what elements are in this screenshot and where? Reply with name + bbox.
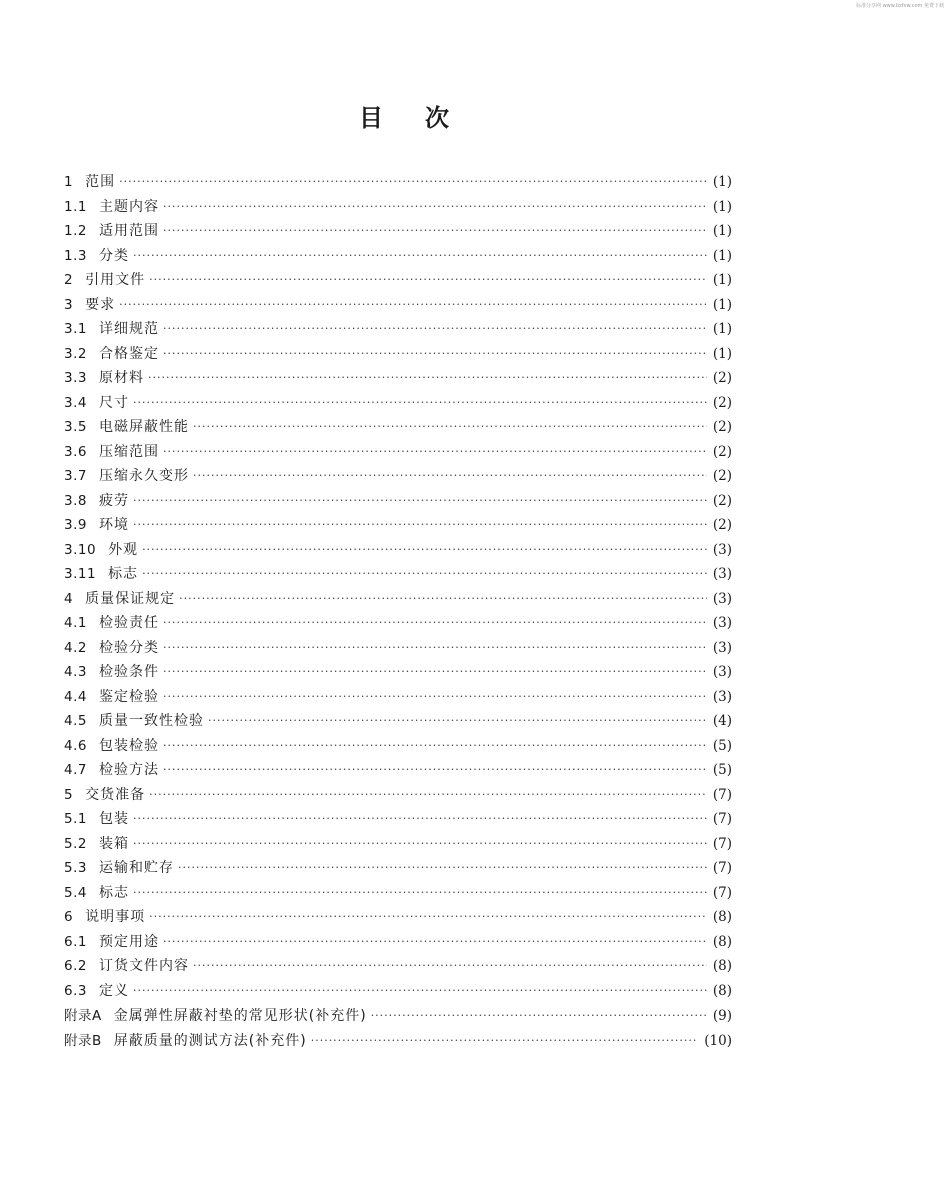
toc-leader-dots <box>133 984 707 997</box>
toc-entry-title: 预定用途 <box>98 933 159 950</box>
toc-entry-page: (2) <box>712 370 732 386</box>
toc-entry[interactable] <box>64 416 732 441</box>
toc-entry-title: 范围 <box>85 174 116 190</box>
toc-entry-title: 交货准备 <box>85 786 146 803</box>
watermark-text: 标准分享网 www.bzfxw.com 免费下载 <box>856 3 944 9</box>
toc-entry-title: 原材料 <box>98 370 144 386</box>
toc-entry[interactable] <box>64 269 732 294</box>
toc-entry-page: (5) <box>712 737 732 754</box>
toc-entry-page: (1) <box>712 321 732 337</box>
toc-entry-page: (7) <box>712 860 732 876</box>
toc-entry-page: (3) <box>712 664 732 680</box>
toc-leader-dots <box>133 886 707 899</box>
toc-leader-dots <box>133 837 707 850</box>
toc-leader-dots <box>193 959 707 972</box>
toc-entry-page: (1) <box>712 247 732 264</box>
toc-entry-page: (2) <box>712 492 732 509</box>
toc-entry-number: 3 <box>64 296 74 313</box>
toc-leader-dots <box>163 690 707 703</box>
toc-entry-title: 检验条件 <box>98 664 159 680</box>
toc-entry-number: 4.7 <box>64 762 87 778</box>
toc-entry[interactable] <box>64 392 732 417</box>
toc-entry[interactable] <box>64 686 732 711</box>
toc-entry-number: 4.4 <box>64 688 87 705</box>
toc-entry-title: 疲劳 <box>98 492 129 509</box>
toc-leader-dots <box>149 910 707 923</box>
toc-entry-page: (2) <box>712 419 732 435</box>
toc-entry-title: 外观 <box>108 541 139 558</box>
toc-entry-title: 压缩永久变形 <box>98 468 189 484</box>
toc-entry[interactable] <box>64 563 732 588</box>
toc-entry-page: (8) <box>712 958 732 974</box>
toc-entry[interactable] <box>64 931 732 956</box>
toc-entry-page: (8) <box>712 982 732 999</box>
toc-entry-title: 要求 <box>85 296 116 313</box>
toc-entry-title: 装箱 <box>98 835 129 852</box>
toc-leader-dots <box>163 763 707 776</box>
toc-leader-dots <box>119 298 707 311</box>
toc-entry[interactable] <box>64 955 732 980</box>
toc-entry-title: 检验方法 <box>98 762 159 778</box>
toc-entry[interactable] <box>64 171 732 196</box>
toc-leader-dots <box>163 935 707 948</box>
toc-entry[interactable] <box>64 318 732 343</box>
toc-leader-dots <box>193 420 707 433</box>
toc-entry-page: (8) <box>712 909 732 925</box>
toc-leader-dots <box>142 567 707 580</box>
toc-entry-title: 引用文件 <box>85 272 146 288</box>
toc-entry-title: 电磁屏蔽性能 <box>98 419 189 435</box>
toc-entry-title: 金属弹性屏蔽衬垫的常见形状(补充件) <box>113 1008 367 1024</box>
toc-entry[interactable] <box>64 441 732 466</box>
toc-entry-page: (3) <box>712 615 732 631</box>
toc-entry-page: (1) <box>712 345 732 362</box>
toc-entry-number: 1 <box>64 174 74 190</box>
toc-leader-dots <box>163 445 707 458</box>
toc-leader-dots <box>133 396 707 409</box>
toc-entry-number: 3.8 <box>64 492 87 509</box>
toc-entry-number: 4.5 <box>64 713 87 729</box>
toc-entry[interactable] <box>64 808 732 833</box>
toc-entry-number: 3.7 <box>64 468 87 484</box>
toc-entry-number: 4.1 <box>64 615 87 631</box>
page-title: 目次 <box>359 104 491 132</box>
toc-entry-title: 标志 <box>98 884 129 901</box>
toc-entry[interactable] <box>64 980 732 1005</box>
table-of-contents <box>64 171 732 1053</box>
toc-leader-dots <box>163 224 707 237</box>
toc-entry-page: (5) <box>712 762 732 778</box>
toc-entry-number: 1.1 <box>64 198 87 215</box>
toc-entry[interactable] <box>64 514 732 539</box>
toc-entry-page: (4) <box>712 713 732 729</box>
toc-leader-dots <box>208 714 707 727</box>
toc-entry-title: 压缩范围 <box>98 443 159 460</box>
toc-entry-page: (2) <box>712 394 732 411</box>
toc-entry-number: 4 <box>64 590 74 607</box>
toc-leader-dots <box>133 518 707 531</box>
toc-leader-dots <box>148 371 707 384</box>
toc-entry-page: (8) <box>712 933 732 950</box>
toc-entry-number: 4.3 <box>64 664 87 680</box>
toc-entry-number: 1.2 <box>64 223 87 239</box>
toc-leader-dots <box>163 641 707 654</box>
toc-entry[interactable] <box>64 1029 732 1054</box>
toc-entry-title: 运输和贮存 <box>98 860 174 876</box>
toc-entry-page: (3) <box>712 541 732 558</box>
toc-entry-number: 5.2 <box>64 835 87 852</box>
toc-entry-title: 包装 <box>98 811 129 827</box>
toc-entry-page: (10) <box>704 1032 732 1049</box>
toc-leader-dots <box>179 592 707 605</box>
toc-entry-page: (3) <box>712 566 732 582</box>
toc-leader-dots <box>311 1034 699 1047</box>
toc-entry-page: (7) <box>712 835 732 852</box>
toc-entry[interactable] <box>64 612 732 637</box>
toc-entry-title: 质量一致性检验 <box>98 713 204 729</box>
toc-entry-title: 检验责任 <box>98 615 159 631</box>
toc-entry[interactable] <box>64 588 732 613</box>
toc-entry-number: 5 <box>64 786 74 803</box>
toc-entry-page: (3) <box>712 590 732 607</box>
toc-entry-page: (1) <box>712 198 732 215</box>
toc-entry-title: 尺寸 <box>98 394 129 411</box>
toc-entry-number: 3.9 <box>64 517 87 533</box>
toc-entry-title: 说明事项 <box>85 909 146 925</box>
toc-entry-page: (7) <box>712 884 732 901</box>
toc-entry-number: 6.3 <box>64 982 87 999</box>
toc-entry[interactable] <box>64 220 732 245</box>
toc-entry-page: (2) <box>712 443 732 460</box>
toc-entry[interactable] <box>64 637 732 662</box>
toc-entry[interactable] <box>64 245 732 270</box>
toc-leader-dots <box>149 273 707 286</box>
toc-entry-title: 鉴定检验 <box>98 688 159 705</box>
toc-leader-dots <box>371 1009 707 1022</box>
toc-entry[interactable] <box>64 784 732 809</box>
toc-entry-number: 6.2 <box>64 958 87 974</box>
toc-entry[interactable] <box>64 833 732 858</box>
toc-entry-number: 3.5 <box>64 419 87 435</box>
toc-entry-page: (7) <box>712 811 732 827</box>
toc-entry-number: 3.2 <box>64 345 87 362</box>
toc-entry-number: 2 <box>64 272 74 288</box>
toc-entry[interactable] <box>64 661 732 686</box>
toc-entry[interactable] <box>64 343 732 368</box>
toc-leader-dots <box>133 249 707 262</box>
toc-entry[interactable] <box>64 196 732 221</box>
toc-entry-number: 附录B <box>64 1032 102 1049</box>
toc-entry-number: 附录A <box>64 1008 102 1024</box>
toc-entry-number: 3.3 <box>64 370 87 386</box>
toc-entry-title: 订货文件内容 <box>98 958 189 974</box>
toc-leader-dots <box>163 322 707 335</box>
toc-leader-dots <box>163 200 707 213</box>
toc-entry-page: (3) <box>712 639 732 656</box>
toc-entry-number: 3.6 <box>64 443 87 460</box>
toc-entry-number: 5.3 <box>64 860 87 876</box>
toc-leader-dots <box>193 469 707 482</box>
toc-entry[interactable] <box>64 465 732 490</box>
toc-entry-number: 6.1 <box>64 933 87 950</box>
toc-entry-title: 质量保证规定 <box>85 590 176 607</box>
toc-entry-number: 5.4 <box>64 884 87 901</box>
toc-entry-title: 环境 <box>98 517 129 533</box>
toc-entry-title: 包装检验 <box>98 737 159 754</box>
toc-entry-number: 6 <box>64 909 74 925</box>
toc-entry-number: 4.6 <box>64 737 87 754</box>
toc-leader-dots <box>133 812 707 825</box>
toc-entry[interactable] <box>64 735 732 760</box>
toc-leader-dots <box>163 665 707 678</box>
toc-leader-dots <box>163 347 707 360</box>
toc-entry-page: (1) <box>712 296 732 313</box>
toc-entry-page: (2) <box>712 517 732 533</box>
toc-entry-title: 屏蔽质量的测试方法(补充件) <box>113 1032 307 1049</box>
toc-entry[interactable] <box>64 539 732 564</box>
toc-entry-title: 详细规范 <box>98 321 159 337</box>
toc-leader-dots <box>163 739 707 752</box>
toc-leader-dots <box>149 788 707 801</box>
toc-entry-page: (7) <box>712 786 732 803</box>
toc-entry-title: 适用范围 <box>98 223 159 239</box>
toc-entry[interactable] <box>64 490 732 515</box>
toc-entry-number: 3.10 <box>64 541 97 558</box>
toc-entry-title: 定义 <box>98 982 129 999</box>
toc-entry-page: (9) <box>712 1008 732 1024</box>
toc-entry[interactable] <box>64 906 732 931</box>
toc-entry-page: (2) <box>712 468 732 484</box>
toc-entry-number: 5.1 <box>64 811 87 827</box>
toc-entry-title: 主题内容 <box>98 198 159 215</box>
toc-entry-number: 3.11 <box>64 566 97 582</box>
toc-entry[interactable] <box>64 710 732 735</box>
toc-entry-number: 3.4 <box>64 394 87 411</box>
toc-entry-title: 分类 <box>98 247 129 264</box>
toc-entry[interactable] <box>64 1004 732 1029</box>
toc-entry-page: (1) <box>712 223 732 239</box>
toc-entry[interactable] <box>64 882 732 907</box>
toc-entry-number: 1.3 <box>64 247 87 264</box>
toc-entry-number: 4.2 <box>64 639 87 656</box>
toc-leader-dots <box>119 175 707 188</box>
toc-entry-page: (1) <box>712 174 732 190</box>
toc-entry[interactable] <box>64 759 732 784</box>
toc-entry[interactable] <box>64 294 732 319</box>
toc-entry-page: (1) <box>712 272 732 288</box>
toc-entry[interactable] <box>64 857 732 882</box>
toc-leader-dots <box>163 616 707 629</box>
toc-leader-dots <box>178 861 707 874</box>
toc-entry-page: (3) <box>712 688 732 705</box>
toc-entry-title: 检验分类 <box>98 639 159 656</box>
toc-leader-dots <box>133 494 707 507</box>
toc-entry-number: 3.1 <box>64 321 87 337</box>
toc-entry-title: 标志 <box>108 566 139 582</box>
toc-leader-dots <box>142 543 707 556</box>
toc-entry[interactable] <box>64 367 732 392</box>
toc-entry-title: 合格鉴定 <box>98 345 159 362</box>
